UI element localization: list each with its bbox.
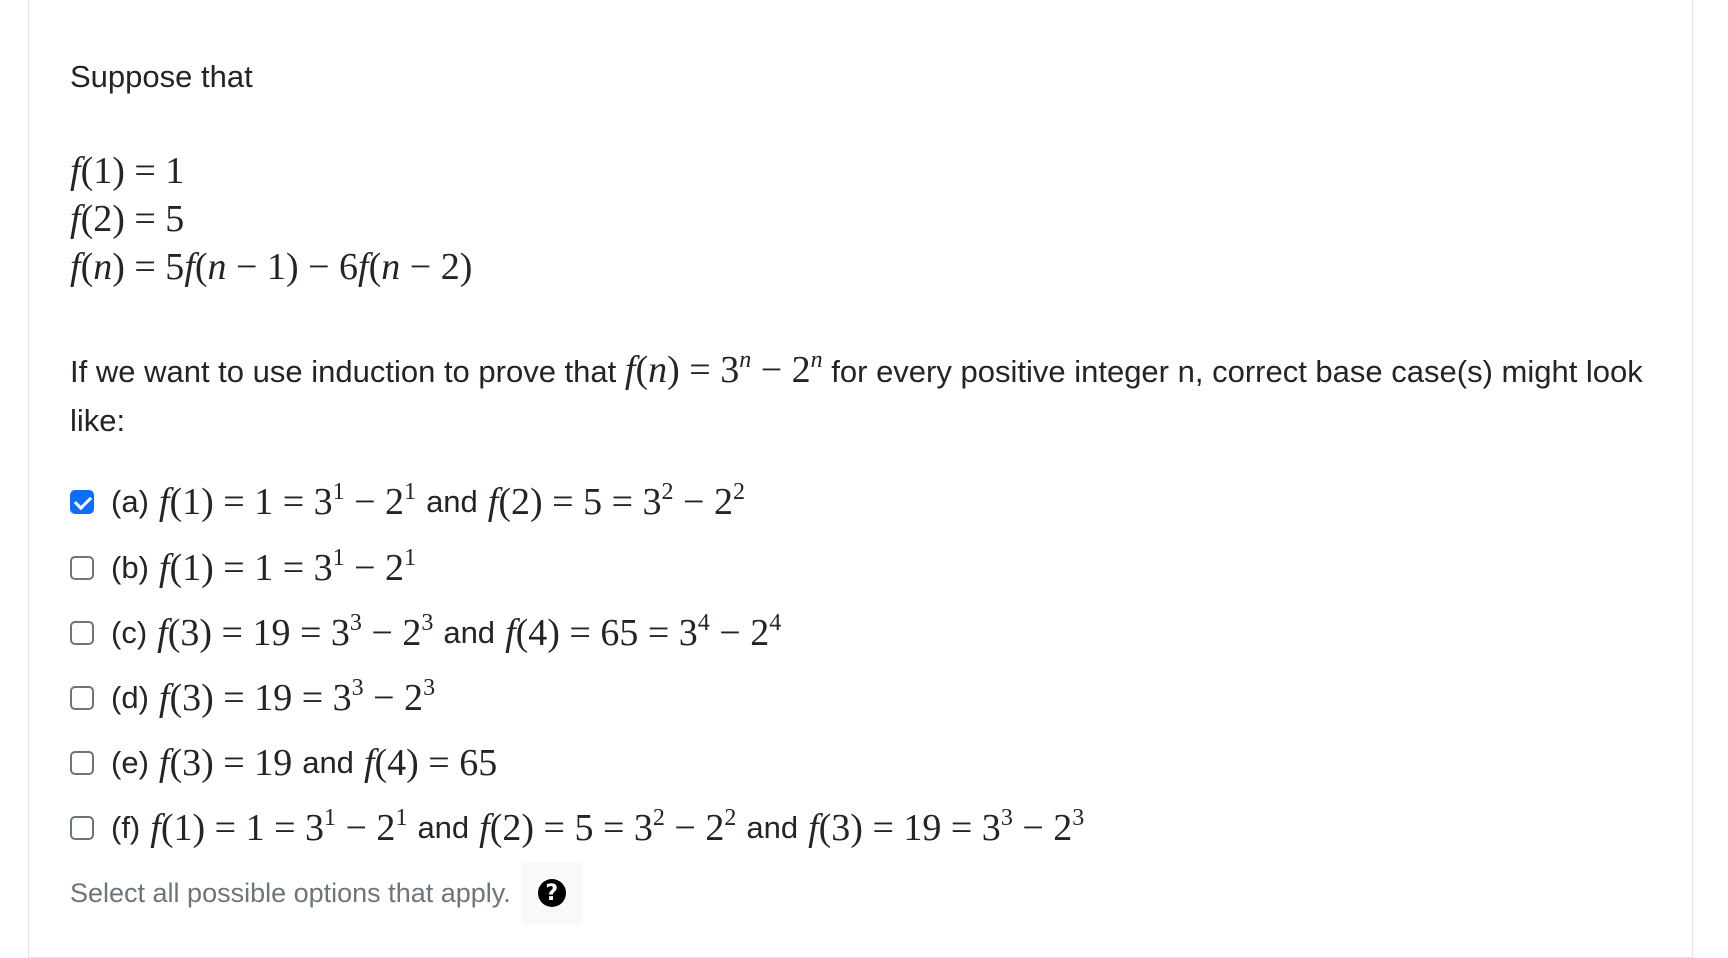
- intro-text: Suppose that: [70, 59, 253, 94]
- option-d[interactable]: (d) $f(3) = 19 = 3^3 - 2^3$: [70, 675, 435, 721]
- equation-recurrence: f(n) = 5f(n − 1) − 6f(n − 2): [70, 246, 473, 288]
- option-c-checkbox[interactable]: [70, 621, 94, 645]
- option-b-checkbox[interactable]: [70, 556, 94, 580]
- option-a[interactable]: (a) $f(1) = 1 = 3^1 - 2^1$ and $f(2) = 5 = 3^2 - 2^2$: [70, 479, 745, 525]
- question-text: If we want to use induction to prove that $f(n) = 3^n - 2^n$ for every positive integer n, correct base case(s) might look like:: [70, 347, 1643, 438]
- option-e[interactable]: (e) f(3) = 19 and f(4) = 65: [70, 740, 497, 786]
- option-b[interactable]: (b) $f(1) = 1 = 3^1 - 2^1$: [70, 545, 416, 591]
- formula: $f(n) = 3^n - 2^n$: [624, 347, 823, 391]
- help-button[interactable]: [521, 862, 583, 924]
- equation-base-2: f(2) = 5: [70, 198, 185, 240]
- instruction-hint: Select all possible options that apply. ?: [70, 863, 583, 923]
- option-a-checkbox[interactable]: [70, 490, 94, 514]
- question-circle-icon: ?: [538, 879, 566, 907]
- option-f-checkbox[interactable]: [70, 816, 94, 840]
- option-c[interactable]: (c) $f(3) = 19 = 3^3 - 2^3$ and $f(4) = 65 = 3^4 - 2^4$: [70, 610, 781, 656]
- option-f[interactable]: (f) $f(1) = 1 = 3^1 - 2^1$ and $f(2) = 5 = 3^2 - 2^2$ and $f(3) = 19 = 3^3 - 2^3$: [70, 805, 1084, 851]
- option-e-checkbox[interactable]: [70, 751, 94, 775]
- option-d-checkbox[interactable]: [70, 686, 94, 710]
- equation-base-1: f(1) = 1: [70, 150, 185, 192]
